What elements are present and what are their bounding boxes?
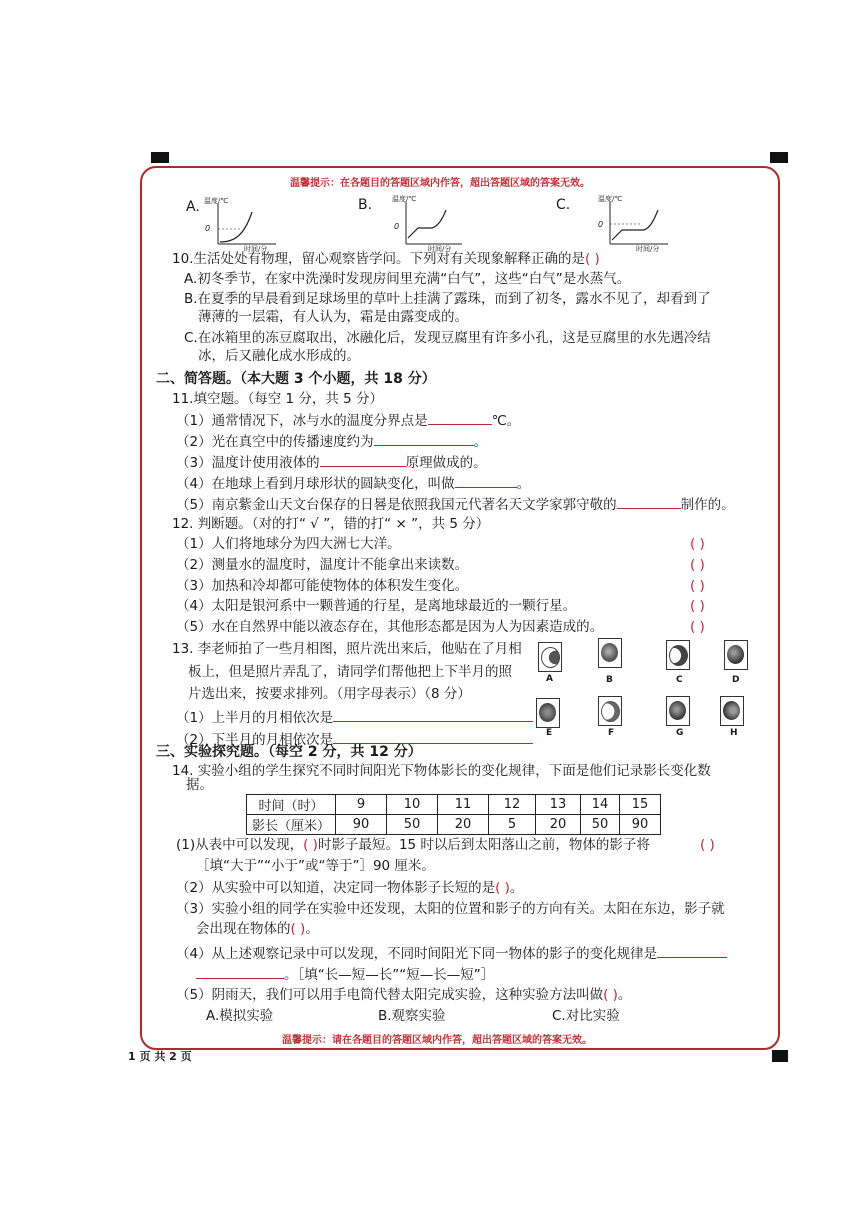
moon-label-f: F	[608, 728, 615, 738]
q14-stem-line2: 据。	[186, 777, 213, 793]
q11-item-1-unit: ℃。	[491, 413, 521, 429]
q10-option-c-line2: 冰，后又融化成水形成的。	[198, 348, 360, 364]
table-row-time	[247, 795, 661, 815]
moon-photo-a	[538, 642, 562, 672]
table-cell: 5	[489, 815, 536, 835]
shadow-length-table	[246, 794, 661, 835]
table-cell: 10	[387, 795, 438, 815]
q13-stem-line1: 13. 李老师拍了一些月相图，照片洗出来后，他贴在了月相	[172, 641, 522, 657]
q10-option-b-line1: B.在夏季的早晨看到足球场里的草叶上挂满了露珠，而到了初冬，露水不见了，却看到了	[184, 291, 711, 307]
q14-sub-5-text: （5）阴雨天，我们可以用手电筒代替太阳完成实验，这种实验方法叫做	[176, 987, 604, 1003]
q14-sub-1-paren[interactable]: ( )	[303, 837, 318, 853]
q12-paren-3[interactable]: ( )	[690, 578, 705, 594]
q14-sub-5-end: 。	[617, 987, 632, 1003]
registration-mark-top-left	[151, 152, 169, 163]
q14-sub-3-end: 。	[305, 921, 319, 937]
temperature-graph-c	[582, 194, 672, 254]
q11-item-1	[176, 410, 520, 430]
table-cell: 15	[620, 795, 661, 815]
q13-stem-line2: 板上，但是照片弄乱了，请同学们帮他把上下半月的照	[188, 664, 512, 680]
graph-option-b-label: B.	[358, 197, 373, 213]
q13-item-2-text: （2）下半月的月相依次是	[176, 732, 334, 748]
registration-mark-top-right	[770, 152, 788, 163]
q12-item-3: （3）加热和冷却都可能使物体的体积发生变化。	[176, 578, 469, 594]
q14-sub-4-line2	[196, 964, 494, 984]
moon-label-b: B	[606, 675, 613, 685]
q12-item-1: （1）人们将地球分为四大洲七大洋。	[176, 536, 401, 552]
moon-label-a: A	[546, 674, 553, 684]
table-header-length: 影长（厘米）	[247, 815, 336, 835]
moon-photo-c	[666, 640, 690, 670]
section-3-title: 三、实验探究题。（每空 2 分，共 12 分）	[156, 744, 422, 760]
q14-option-b: B.观察实验	[378, 1008, 446, 1024]
table-row-length	[247, 815, 661, 835]
q12-paren-2[interactable]: ( )	[690, 557, 705, 573]
q10-stem-text: 10.生活处处有物理，留心观察皆学问。下列对有关现象解释正确的是	[172, 251, 585, 267]
temperature-graph-b	[376, 194, 466, 254]
moon-photo-e	[536, 698, 560, 728]
moon-photo-b	[598, 638, 622, 668]
q14-sub-1-paren-2[interactable]: ( )	[700, 837, 715, 853]
graph-a-origin: 0	[205, 224, 211, 233]
graph-b-ylabel: 温度/℃	[392, 195, 417, 203]
q14-sub-1-text-b: 时影子最短。15 时以后到太阳落山之前，物体的影子将	[317, 837, 650, 853]
q14-sub-3-paren[interactable]: ( )	[290, 921, 306, 937]
q14-stem-line1: 14. 实验小组的学生探究不同时间阳光下物体影长的变化规律，下面是他们记录影长变化数	[172, 763, 711, 779]
table-cell: 90	[620, 815, 661, 835]
q14-sub-4-blank-1[interactable]	[657, 943, 727, 958]
q14-sub-3-text: 会出现在物体的	[196, 921, 291, 937]
moon-label-g: G	[676, 728, 684, 738]
graph-c-origin: 0	[598, 220, 604, 229]
graph-c-xlabel: 时间/分	[636, 245, 660, 253]
q11-item-3	[176, 452, 487, 472]
graph-b-origin: 0	[394, 222, 400, 231]
q13-item-1-text: （1）上半月的月相依次是	[176, 710, 334, 726]
q11-blank-5[interactable]	[617, 494, 681, 509]
q10-option-a: A.初冬季节，在家中洗澡时发现房间里充满“白气”，这些“白气”是水蒸气。	[184, 271, 631, 287]
table-cell: 12	[489, 795, 536, 815]
q11-item-5	[176, 494, 735, 514]
q14-sub-4-hint: 。［填“长—短—长”“短—长—短”］	[284, 967, 495, 983]
q12-item-5: （5）水在自然界中能以液态存在，其他形态都是因为人为因素造成的。	[176, 619, 604, 635]
q10-option-b-line2: 薄薄的一层霜，有人认为，霜是由露变成的。	[198, 309, 468, 325]
q11-item-3-end: 原理做成的。	[405, 455, 487, 471]
q12-paren-1[interactable]: ( )	[690, 536, 705, 552]
q12-paren-4[interactable]: ( )	[690, 598, 705, 614]
q11-item-3-text: （3）温度计使用液体的	[176, 455, 320, 471]
q14-sub-3-line2	[196, 920, 319, 938]
q14-sub-2-paren[interactable]: ( )	[495, 880, 510, 896]
q11-item-2-end: 。	[473, 434, 488, 450]
q14-sub-4-blank-2[interactable]	[196, 964, 284, 979]
q14-sub-2	[176, 879, 523, 897]
q11-title: 11.填空题。（每空 1 分，共 5 分）	[172, 391, 384, 407]
graph-option-c-label: C.	[556, 197, 571, 213]
moon-photo-f	[598, 696, 622, 726]
q14-sub-2-text: （2）从实验中可以知道，决定同一物体影子长短的是	[176, 880, 496, 896]
q14-sub-4-text: （4）从上述观察记录中可以发现，不同时间阳光下同一物体的影子的变化规律是	[176, 946, 658, 962]
graph-option-a-label: A.	[186, 199, 200, 215]
page-footer: 1 页 共 2 页	[128, 1050, 192, 1063]
q10-answer-paren[interactable]: ( )	[584, 251, 600, 267]
table-cell: 20	[438, 815, 489, 835]
q11-item-4-end: 。	[516, 476, 531, 492]
q11-item-4	[176, 473, 530, 493]
graph-a-ylabel: 温度/℃	[204, 197, 229, 205]
moon-photo-h	[720, 696, 744, 726]
table-cell: 20	[536, 815, 581, 835]
q11-item-2	[176, 431, 487, 451]
graph-b-xlabel: 时间/分	[428, 245, 452, 253]
q13-item-1	[176, 707, 533, 727]
temperature-graph-a	[200, 196, 280, 254]
table-cell: 11	[438, 795, 489, 815]
graph-a-xlabel: 时间/分	[244, 245, 268, 253]
table-cell: 50	[581, 815, 620, 835]
section-2-title: 二、简答题。（本大题 3 个小题，共 18 分）	[156, 371, 436, 387]
q14-sub-5-paren[interactable]: ( )	[603, 987, 618, 1003]
moon-label-h: H	[730, 728, 738, 738]
q11-blank-3[interactable]	[320, 452, 406, 467]
table-cell: 90	[336, 815, 387, 835]
registration-mark-bottom-right	[772, 1050, 788, 1062]
q14-sub-2-end: 。	[509, 880, 524, 896]
q11-blank-4[interactable]	[455, 473, 517, 488]
q11-item-5-end: 制作的。	[680, 497, 735, 513]
q12-item-2: （2）测量水的温度时，温度计不能拿出来读数。	[176, 557, 469, 573]
q11-item-1-text: （1）通常情况下，冰与水的温度分界点是	[176, 413, 428, 429]
q13-stem-line3: 片选出来，按要求排列。（用字母表示）（8 分）	[188, 686, 471, 702]
moon-label-c: C	[676, 675, 683, 685]
q14-sub-1-text: (1)从表中可以发现，	[176, 837, 304, 853]
table-header-time: 时间（时）	[247, 795, 336, 815]
q14-sub-1-line1	[176, 836, 650, 854]
q11-item-4-text: （4）在地球上看到月球形状的圆缺变化，叫做	[176, 476, 455, 492]
table-cell: 13	[536, 795, 581, 815]
q11-blank-2[interactable]	[374, 431, 474, 446]
table-cell: 50	[387, 815, 438, 835]
q14-sub-1-line2: ［填“大于”“小于”或“等于”］90 厘米。	[196, 858, 435, 874]
q11-item-5-text: （5）南京紫金山天文台保存的日晷是依照我国元代著名天文学家郭守敬的	[176, 497, 617, 513]
graph-c-ylabel: 温度/℃	[598, 195, 623, 203]
q14-sub-3-line1: （3）实验小组的同学在实验中还发现，太阳的位置和影子的方向有关。太阳在东边，影子就	[176, 901, 725, 917]
moon-label-d: D	[732, 675, 740, 685]
q10-option-c-line1: C.在冰箱里的冻豆腐取出，冰融化后，发现豆腐里有许多小孔，这是豆腐里的水先遇冷结	[184, 330, 711, 346]
q14-option-c: C.对比实验	[552, 1008, 620, 1024]
q14-sub-5	[176, 986, 631, 1004]
moon-photo-d	[724, 640, 748, 670]
q10-stem	[172, 250, 600, 268]
bottom-tip: 温馨提示：请在各题目的答题区域内作答，超出答题区域的答案无效。	[282, 1035, 592, 1046]
top-tip: 温馨提示：在各题目的答题区域内作答，超出答题区域的答案无效。	[290, 178, 590, 189]
q12-paren-5[interactable]: ( )	[690, 619, 705, 635]
q12-title: 12. 判断题。（对的打“ √ ”，错的打“ × ”，共 5 分）	[172, 516, 490, 532]
moon-label-e: E	[546, 728, 553, 738]
q14-option-a: A.模拟实验	[206, 1008, 274, 1024]
table-cell: 14	[581, 795, 620, 815]
moon-photo-g	[666, 696, 690, 726]
q14-sub-4-line1	[176, 943, 727, 963]
q11-item-2-text: （2）光在真空中的传播速度约为	[176, 434, 374, 450]
q12-item-4: （4）太阳是银河系中一颗普通的行星，是离地球最近的一颗行星。	[176, 598, 577, 614]
table-cell: 9	[336, 795, 387, 815]
q13-blank-1[interactable]	[333, 707, 533, 722]
q11-blank-1[interactable]	[428, 410, 492, 425]
